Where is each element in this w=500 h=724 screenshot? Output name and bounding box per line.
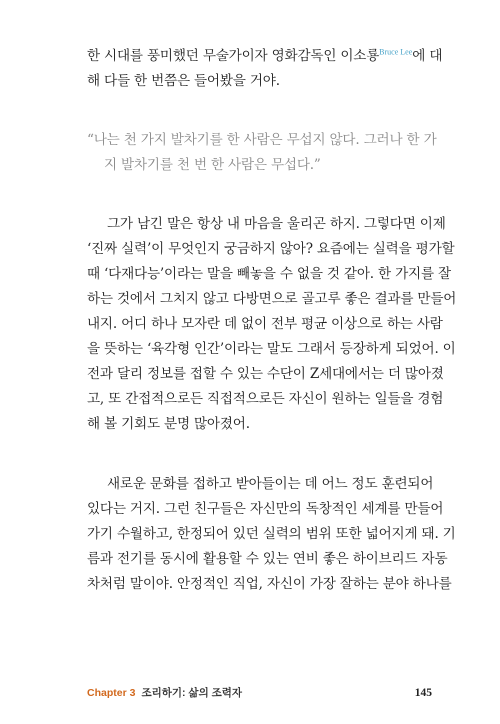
para1-line-2: 해 다들 한 번쯤은 들어봤을 거야. [87, 73, 280, 89]
para2-line-8: 고, 또 간접적으로든 직접적으로든 자신이 원하는 일들을 경험 [87, 391, 444, 407]
para2-line-6: 을 뜻하는 ‘육각형 인간’이라는 말도 그래서 등장하게 되었어. 이 [87, 341, 456, 357]
page-number: 145 [414, 687, 432, 699]
para3-line-1: 새로운 문화를 접하고 받아들이는 데 어느 정도 훈련되어 [107, 476, 434, 492]
para3-line-5: 차처럼 말이야. 안정적인 직업, 자신이 가장 잘하는 분야 하나를 [87, 576, 452, 592]
para2-line-1: 그가 남긴 말은 항상 내 마음을 울리곤 하지. 그렇다면 이제 [107, 216, 446, 232]
para2-line-3: 때 ‘다재다능’이라는 말을 빼놓을 수 없을 것 같아. 한 가지를 잘 [87, 266, 451, 282]
para1-line-1 [87, 46, 443, 66]
chapter-label: Chapter 3 [87, 687, 136, 699]
para3-line-2: 있다는 거지. 그런 친구들은 자신만의 독창적인 세계를 만들어 [87, 501, 444, 517]
para3-line-4: 름과 전기를 동시에 활용할 수 있는 연비 좋은 하이브리드 자동 [87, 551, 448, 567]
para1-text-a: 한 시대를 풍미했던 무술가이자 영화감독인 이소룡 [87, 48, 380, 64]
annotation-bruce-lee: Bruce Lee [379, 47, 413, 57]
para2-line-7: 전과 달리 정보를 접할 수 있는 수단이 Z세대에서는 더 많아졌 [87, 366, 444, 382]
para2-line-9: 해 볼 기회도 분명 많아졌어. [87, 416, 250, 432]
para2-line-2: ‘진짜 실력’이 무엇인지 궁금하지 않아? 요즘에는 실력을 평가할 [87, 241, 455, 257]
para2-line-5: 내지. 어디 하나 모자란 데 없이 전부 평균 이상으로 하는 사람 [87, 316, 443, 332]
quote-line-2: 지 발차기를 천 번 한 사람은 무섭다.” [104, 157, 321, 173]
chapter-title: 조리하기: 삶의 조력자 [141, 687, 243, 699]
quote-line-1: “나는 천 가지 발차기를 한 사람은 무섭지 않다. 그러나 한 가 [87, 132, 437, 148]
para3-line-3: 가기 수월하고, 한정되어 있던 실력의 범위 또한 넓어지게 돼. 기 [87, 526, 456, 542]
para2-line-4: 하는 것에서 그치지 않고 다방면으로 골고루 좋은 결과를 만들어 [87, 291, 457, 307]
para1-text-b: 에 대 [412, 48, 443, 64]
page-footer [87, 685, 432, 701]
